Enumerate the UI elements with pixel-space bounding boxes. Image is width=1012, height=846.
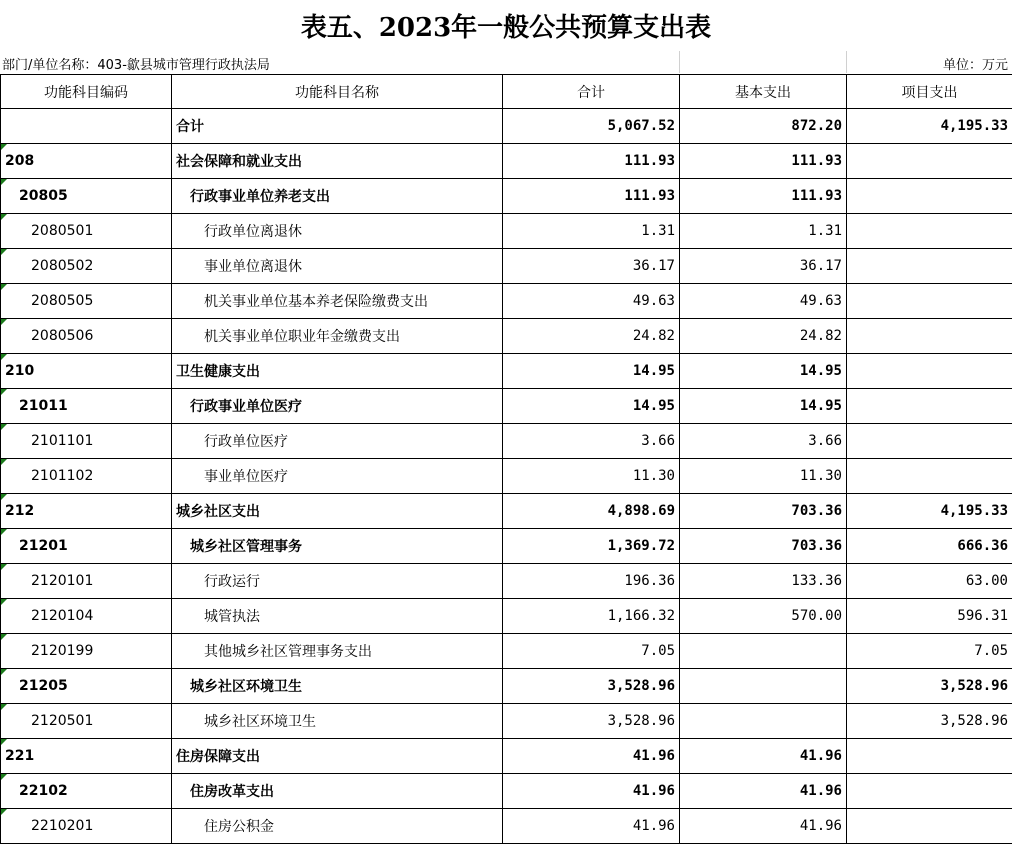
- cell-code: [1, 774, 172, 809]
- department-label: 部门/单位名称：403-歙县城市管理行政执法局: [2, 58, 270, 73]
- cell-marker-icon: [1, 459, 7, 465]
- cell-project-text: 4,195.33: [940, 118, 1008, 134]
- cell-project: [847, 389, 1012, 424]
- cell-total-text: 36.17: [632, 258, 675, 274]
- cell-name-text: 行政事业单位医疗: [190, 399, 302, 415]
- cell-name-text: 住房保障支出: [176, 749, 260, 765]
- unit-label: 单位：万元: [942, 58, 1008, 73]
- cell-name-text: 住房改革支出: [190, 784, 274, 800]
- cell-basic-text: 41.96: [799, 748, 842, 764]
- cell-name: [172, 634, 503, 669]
- cell-project: [847, 494, 1012, 529]
- cell-code-text: 21205: [19, 678, 68, 694]
- cell-total: [503, 809, 680, 844]
- table-row: [1, 284, 1012, 319]
- cell-project: [847, 529, 1012, 564]
- table-row: [1, 529, 1012, 564]
- cell-project: [847, 599, 1012, 634]
- cell-marker-icon: [1, 599, 7, 605]
- cell-code: [1, 179, 172, 214]
- cell-total-text: 24.82: [632, 328, 675, 344]
- cell-name: [172, 109, 503, 144]
- cell-name: [172, 284, 503, 319]
- cell-name-text: 城乡社区环境卫生: [204, 714, 316, 730]
- cell-code-text: 2120104: [31, 608, 94, 624]
- cell-name-text: 住房公积金: [204, 819, 274, 835]
- cell-total: [503, 319, 680, 354]
- cell-name: [172, 459, 503, 494]
- cell-marker-icon: [1, 669, 7, 675]
- cell-code-text: 2101102: [31, 468, 94, 484]
- cell-basic: [680, 634, 847, 669]
- cell-total: [503, 354, 680, 389]
- table-row: [1, 774, 1012, 809]
- cell-basic: [680, 494, 847, 529]
- cell-total: [503, 179, 680, 214]
- cell-total: [503, 774, 680, 809]
- table-row: [1, 634, 1012, 669]
- cell-total: [503, 704, 680, 739]
- header-total: 合计: [503, 75, 680, 109]
- cell-project: [847, 319, 1012, 354]
- cell-project-text: 7.05: [974, 643, 1008, 659]
- cell-name-text: 事业单位医疗: [204, 469, 288, 485]
- cell-total: [503, 634, 680, 669]
- cell-basic-text: 41.96: [799, 818, 842, 834]
- cell-total: [503, 494, 680, 529]
- cell-total-text: 1,369.72: [607, 538, 675, 554]
- cell-name-text: 行政单位离退休: [204, 224, 302, 240]
- table-row: [1, 494, 1012, 529]
- cell-basic-text: 111.93: [791, 188, 842, 204]
- cell-name: [172, 669, 503, 704]
- cell-code: [1, 109, 172, 144]
- cell-project: [847, 214, 1012, 249]
- cell-project: [847, 774, 1012, 809]
- cell-basic: [680, 319, 847, 354]
- cell-marker-icon: [1, 179, 7, 185]
- cell-name: [172, 704, 503, 739]
- cell-basic-text: 14.95: [799, 363, 842, 379]
- cell-code-text: 21201: [19, 538, 68, 554]
- cell-basic-text: 36.17: [799, 258, 842, 274]
- cell-basic: [680, 284, 847, 319]
- cell-basic: [680, 599, 847, 634]
- cell-code-text: 2080506: [31, 328, 94, 344]
- cell-project: [847, 354, 1012, 389]
- cell-total-text: 7.05: [641, 643, 675, 659]
- table-row: [1, 144, 1012, 179]
- cell-marker-icon: [1, 354, 7, 360]
- cell-basic: [680, 109, 847, 144]
- cell-code-text: 2080502: [31, 258, 94, 274]
- cell-name-text: 城乡社区环境卫生: [190, 679, 302, 695]
- cell-basic: [680, 354, 847, 389]
- table-row: [1, 704, 1012, 739]
- cell-basic-text: 41.96: [799, 783, 842, 799]
- cell-total: [503, 249, 680, 284]
- cell-total-text: 4,898.69: [607, 503, 675, 519]
- cell-project-text: 666.36: [957, 538, 1008, 554]
- cell-total: [503, 564, 680, 599]
- cell-code-text: 2080505: [31, 293, 94, 309]
- cell-name: [172, 179, 503, 214]
- table-row: [1, 424, 1012, 459]
- cell-total: [503, 459, 680, 494]
- cell-name: [172, 774, 503, 809]
- cell-name-text: 行政运行: [204, 574, 260, 590]
- cell-project: [847, 249, 1012, 284]
- cell-marker-icon: [1, 424, 7, 430]
- cell-project-text: 4,195.33: [940, 503, 1008, 519]
- cell-code-text: 212: [5, 503, 35, 519]
- cell-project: [847, 179, 1012, 214]
- cell-marker-icon: [1, 144, 7, 150]
- cell-project: [847, 634, 1012, 669]
- cell-name: [172, 424, 503, 459]
- cell-code: [1, 634, 172, 669]
- cell-code-text: 2120501: [31, 713, 94, 729]
- table-row: [1, 669, 1012, 704]
- cell-total: [503, 669, 680, 704]
- cell-total-text: 3,528.96: [607, 713, 675, 729]
- table-row: [1, 459, 1012, 494]
- cell-code: [1, 739, 172, 774]
- divider: [679, 51, 680, 73]
- cell-project-text: 3,528.96: [940, 678, 1008, 694]
- cell-basic-text: 111.93: [791, 153, 842, 169]
- cell-code-text: 2210201: [31, 818, 94, 834]
- cell-code: [1, 459, 172, 494]
- cell-marker-icon: [1, 389, 7, 395]
- cell-name-text: 城管执法: [204, 609, 260, 625]
- cell-name: [172, 354, 503, 389]
- cell-name: [172, 599, 503, 634]
- cell-code: [1, 144, 172, 179]
- cell-code-text: 208: [5, 153, 35, 169]
- cell-project-text: 63.00: [965, 573, 1008, 589]
- cell-total-text: 49.63: [632, 293, 675, 309]
- cell-total: [503, 109, 680, 144]
- cell-code: [1, 529, 172, 564]
- cell-total-text: 41.96: [632, 748, 675, 764]
- cell-name-text: 城乡社区管理事务: [190, 539, 302, 555]
- table-row: [1, 809, 1012, 844]
- cell-project-text: 596.31: [957, 608, 1008, 624]
- cell-total-text: 41.96: [632, 783, 675, 799]
- table-header-row: [1, 75, 1012, 109]
- cell-total-text: 41.96: [632, 818, 675, 834]
- table-row: [1, 739, 1012, 774]
- cell-code-text: 22102: [19, 783, 68, 799]
- cell-code-text: 21011: [19, 398, 68, 414]
- cell-basic: [680, 564, 847, 599]
- cell-total: [503, 529, 680, 564]
- cell-marker-icon: [1, 774, 7, 780]
- cell-marker-icon: [1, 319, 7, 325]
- cell-code: [1, 704, 172, 739]
- cell-name: [172, 319, 503, 354]
- cell-basic: [680, 739, 847, 774]
- cell-code-text: 2120199: [31, 643, 94, 659]
- cell-code-text: 2120101: [31, 573, 94, 589]
- cell-name: [172, 529, 503, 564]
- cell-marker-icon: [1, 704, 7, 710]
- cell-marker-icon: [1, 284, 7, 290]
- cell-basic-text: 3.66: [808, 433, 842, 449]
- cell-total: [503, 284, 680, 319]
- cell-code-text: 2080501: [31, 223, 94, 239]
- table-meta: [0, 51, 1012, 73]
- table-row: [1, 389, 1012, 424]
- cell-total-text: 111.93: [624, 188, 675, 204]
- page-title: 表五、2023年一般公共预算支出表: [300, 12, 712, 43]
- header-code: 功能科目编码: [1, 75, 172, 109]
- cell-marker-icon: [1, 739, 7, 745]
- cell-total-text: 5,067.52: [607, 118, 675, 134]
- cell-marker-icon: [1, 564, 7, 570]
- cell-basic: [680, 809, 847, 844]
- cell-total: [503, 144, 680, 179]
- cell-total-text: 3.66: [641, 433, 675, 449]
- cell-total-text: 14.95: [632, 363, 675, 379]
- cell-name-text: 社会保障和就业支出: [176, 154, 302, 170]
- cell-name: [172, 214, 503, 249]
- cell-project: [847, 284, 1012, 319]
- cell-code: [1, 319, 172, 354]
- cell-name-text: 机关事业单位职业年金缴费支出: [204, 329, 400, 345]
- cell-total-text: 196.36: [624, 573, 675, 589]
- divider: [846, 51, 847, 73]
- cell-basic-text: 872.20: [791, 118, 842, 134]
- table-row: [1, 179, 1012, 214]
- cell-project: [847, 564, 1012, 599]
- cell-name-text: 行政单位医疗: [204, 434, 288, 450]
- table-row: [1, 354, 1012, 389]
- cell-basic: [680, 424, 847, 459]
- cell-basic: [680, 249, 847, 284]
- cell-code: [1, 564, 172, 599]
- cell-total: [503, 389, 680, 424]
- cell-name-text: 事业单位离退休: [204, 259, 302, 275]
- cell-code-text: 221: [5, 748, 35, 764]
- cell-marker-icon: [1, 809, 7, 815]
- cell-name-text: 城乡社区支出: [176, 504, 260, 520]
- cell-total: [503, 214, 680, 249]
- cell-project: [847, 459, 1012, 494]
- cell-basic-text: 133.36: [791, 573, 842, 589]
- cell-basic-text: 24.82: [799, 328, 842, 344]
- cell-total-text: 111.93: [624, 153, 675, 169]
- cell-basic-text: 570.00: [791, 608, 842, 624]
- cell-basic: [680, 389, 847, 424]
- cell-project: [847, 109, 1012, 144]
- cell-code: [1, 809, 172, 844]
- cell-basic: [680, 774, 847, 809]
- table-body: [1, 109, 1012, 844]
- cell-basic: [680, 459, 847, 494]
- header-project: 项目支出: [847, 75, 1012, 109]
- table-row: [1, 564, 1012, 599]
- cell-basic: [680, 144, 847, 179]
- cell-basic-text: 703.36: [791, 503, 842, 519]
- cell-total-text: 3,528.96: [607, 678, 675, 694]
- cell-project-text: 3,528.96: [940, 713, 1008, 729]
- cell-basic-text: 14.95: [799, 398, 842, 414]
- cell-marker-icon: [1, 249, 7, 255]
- cell-basic: [680, 669, 847, 704]
- cell-code: [1, 249, 172, 284]
- cell-code-text: 20805: [19, 188, 68, 204]
- cell-total-text: 1.31: [641, 223, 675, 239]
- header-name: 功能科目名称: [172, 75, 503, 109]
- cell-marker-icon: [1, 634, 7, 640]
- cell-code: [1, 669, 172, 704]
- cell-total: [503, 739, 680, 774]
- table-row: [1, 214, 1012, 249]
- cell-marker-icon: [1, 214, 7, 220]
- cell-name: [172, 144, 503, 179]
- cell-basic: [680, 704, 847, 739]
- cell-total-text: 14.95: [632, 398, 675, 414]
- cell-code: [1, 214, 172, 249]
- cell-name: [172, 564, 503, 599]
- cell-name: [172, 389, 503, 424]
- cell-project: [847, 739, 1012, 774]
- cell-name-text: 卫生健康支出: [176, 364, 260, 380]
- cell-marker-icon: [1, 529, 7, 535]
- cell-basic-text: 1.31: [808, 223, 842, 239]
- cell-name-text: 机关事业单位基本养老保险缴费支出: [204, 294, 428, 310]
- cell-name-text: 其他城乡社区管理事务支出: [204, 644, 372, 660]
- cell-name: [172, 739, 503, 774]
- cell-name: [172, 249, 503, 284]
- cell-project: [847, 424, 1012, 459]
- cell-code: [1, 424, 172, 459]
- table-row: [1, 109, 1012, 144]
- cell-basic: [680, 529, 847, 564]
- cell-code-text: 2101101: [31, 433, 94, 449]
- cell-project: [847, 669, 1012, 704]
- cell-total-text: 1,166.32: [607, 608, 675, 624]
- cell-total: [503, 424, 680, 459]
- cell-name-text: 合计: [176, 119, 204, 135]
- header-basic: 基本支出: [680, 75, 847, 109]
- table-row: [1, 319, 1012, 354]
- cell-project: [847, 144, 1012, 179]
- cell-project: [847, 704, 1012, 739]
- cell-basic-text: 49.63: [799, 293, 842, 309]
- table-row: [1, 599, 1012, 634]
- cell-name: [172, 809, 503, 844]
- cell-code: [1, 284, 172, 319]
- cell-basic: [680, 179, 847, 214]
- cell-code: [1, 389, 172, 424]
- cell-total: [503, 599, 680, 634]
- cell-code-text: 210: [5, 363, 35, 379]
- cell-name: [172, 494, 503, 529]
- cell-code: [1, 599, 172, 634]
- cell-basic: [680, 214, 847, 249]
- cell-total-text: 11.30: [632, 468, 675, 484]
- cell-project: [847, 809, 1012, 844]
- cell-marker-icon: [1, 494, 7, 500]
- cell-name-text: 行政事业单位养老支出: [190, 189, 330, 205]
- cell-code: [1, 494, 172, 529]
- table-row: [1, 249, 1012, 284]
- budget-table: [0, 74, 1012, 844]
- cell-code: [1, 354, 172, 389]
- cell-basic-text: 703.36: [791, 538, 842, 554]
- cell-basic-text: 11.30: [799, 468, 842, 484]
